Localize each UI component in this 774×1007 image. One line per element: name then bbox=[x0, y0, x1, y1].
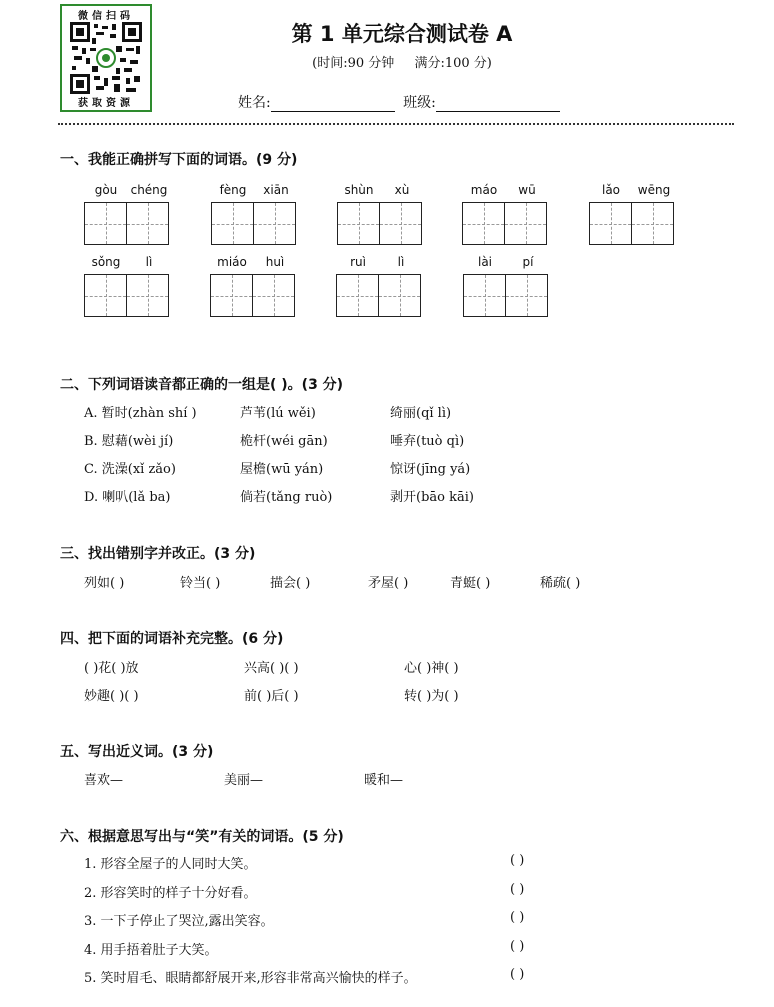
pinyin-label bbox=[463, 255, 549, 271]
pinyin-syllable: lì bbox=[145, 255, 153, 269]
synonym-item[interactable]: 暖和— bbox=[364, 773, 404, 788]
tian-grid bbox=[336, 274, 420, 317]
tian-cell[interactable] bbox=[631, 202, 674, 245]
tian-grid bbox=[84, 202, 168, 245]
pinyin-syllable: fèng bbox=[219, 183, 247, 197]
synonym-item[interactable]: 美丽— bbox=[224, 773, 264, 788]
tian-cell[interactable] bbox=[253, 202, 296, 245]
tian-cell[interactable] bbox=[505, 274, 548, 317]
correction-item[interactable]: 描会( ) bbox=[270, 576, 311, 591]
section-3-title: 三、找出错别字并改正。(3 分) bbox=[60, 546, 256, 562]
student-info bbox=[238, 92, 560, 112]
pinyin-syllable: pí bbox=[522, 255, 534, 269]
qr-bottom-label: 获取资源 bbox=[78, 98, 134, 109]
answer-blank[interactable]: ( ) bbox=[510, 910, 525, 925]
word-writing-box bbox=[337, 183, 423, 245]
fill-in-word[interactable]: ( )花( )放 bbox=[84, 661, 139, 676]
tian-cell[interactable] bbox=[126, 274, 169, 317]
tian-cell[interactable] bbox=[504, 202, 547, 245]
pinyin-syllable: huì bbox=[265, 255, 285, 269]
pinyin-syllable: lǎo bbox=[601, 183, 621, 197]
tian-cell[interactable] bbox=[463, 274, 506, 317]
pinyin-label bbox=[462, 183, 548, 199]
pinyin-syllable: lài bbox=[477, 255, 493, 269]
fill-in-word[interactable]: 兴高( )( ) bbox=[244, 661, 299, 676]
tian-cell[interactable] bbox=[337, 202, 380, 245]
correction-item[interactable]: 稀疏( ) bbox=[540, 576, 581, 591]
tian-cell[interactable] bbox=[84, 274, 127, 317]
correction-item[interactable]: 青蜓( ) bbox=[450, 576, 491, 591]
name-blank[interactable] bbox=[271, 97, 395, 112]
tian-grid bbox=[337, 202, 421, 245]
section-6-title: 六、根据意思写出与“笑”有关的词语。(5 分) bbox=[60, 829, 344, 845]
pinyin-label bbox=[589, 183, 675, 199]
option-text: D. 喇叭(lǎ ba) bbox=[84, 490, 171, 505]
pinyin-syllable: wū bbox=[518, 183, 536, 197]
option-text: 惊讶(jīng yá) bbox=[390, 462, 471, 477]
tian-cell[interactable] bbox=[126, 202, 169, 245]
pinyin-syllable: shùn bbox=[344, 183, 374, 197]
option-text: 剥开(bāo kāi) bbox=[390, 490, 474, 505]
option-text: 绮丽(qǐ lì) bbox=[390, 406, 452, 421]
class-blank[interactable] bbox=[436, 97, 560, 112]
divider bbox=[58, 123, 734, 125]
word-writing-box bbox=[463, 255, 549, 317]
pinyin-syllable: ruì bbox=[350, 255, 366, 269]
answer-blank[interactable]: ( ) bbox=[510, 853, 525, 868]
meaning-item: 3. 一下子停止了哭泣,露出笑容。 bbox=[84, 914, 274, 929]
qr-top-label: 微信扫码 bbox=[78, 11, 134, 22]
tian-cell[interactable] bbox=[462, 202, 505, 245]
option-text: 倘若(tǎng ruò) bbox=[240, 490, 333, 505]
pinyin-label bbox=[336, 255, 422, 271]
option-text: 屋檐(wū yán) bbox=[240, 462, 324, 477]
exam-info bbox=[0, 52, 774, 71]
word-writing-box bbox=[211, 183, 297, 245]
pinyin-syllable: gòu bbox=[94, 183, 118, 197]
pinyin-label bbox=[84, 255, 170, 271]
tian-cell[interactable] bbox=[336, 274, 379, 317]
page-title: 第 1 单元综合测试卷 A bbox=[291, 22, 513, 46]
tian-grid bbox=[210, 274, 294, 317]
correction-item[interactable]: 铃当( ) bbox=[180, 576, 221, 591]
exam-time: (时间:90 分钟 bbox=[312, 56, 395, 71]
correction-item[interactable]: 列如( ) bbox=[84, 576, 125, 591]
pinyin-syllable: chéng bbox=[130, 183, 168, 197]
word-writing-box bbox=[462, 183, 548, 245]
pinyin-label bbox=[210, 255, 296, 271]
pinyin-syllable: sǒng bbox=[91, 255, 121, 269]
tian-cell[interactable] bbox=[589, 202, 632, 245]
answer-blank[interactable]: ( ) bbox=[510, 881, 525, 897]
option-text: 桅杆(wéi gān) bbox=[240, 434, 328, 449]
option-text: A. 暂时(zhàn shí ) bbox=[84, 406, 197, 421]
fill-in-word[interactable]: 转( )为( ) bbox=[404, 689, 459, 704]
correction-item[interactable]: 矛屋( ) bbox=[368, 576, 409, 591]
section-4-title: 四、把下面的词语补充完整。(6 分) bbox=[60, 631, 284, 647]
meaning-item: 4. 用手捂着肚子大笑。 bbox=[84, 942, 218, 958]
pinyin-syllable: miáo bbox=[217, 255, 247, 269]
exam-score: 满分:100 分) bbox=[414, 56, 492, 71]
section-1-title: 一、我能正确拼写下面的词语。(9 分) bbox=[60, 152, 298, 168]
tian-cell[interactable] bbox=[252, 274, 295, 317]
pinyin-syllable: wēng bbox=[637, 183, 671, 197]
tian-grid bbox=[589, 202, 673, 245]
option-text: 唾弃(tuò qì) bbox=[390, 434, 465, 449]
pinyin-label bbox=[337, 183, 423, 199]
section-2-title: 二、下列词语读音都正确的一组是( )。(3 分) bbox=[60, 377, 344, 393]
option-text: C. 洗澡(xǐ zǎo) bbox=[84, 462, 176, 477]
tian-cell[interactable] bbox=[211, 202, 254, 245]
tian-cell[interactable] bbox=[379, 202, 422, 245]
option-text: B. 慰藉(wèi jí) bbox=[84, 434, 174, 449]
pinyin-syllable: xiān bbox=[263, 183, 289, 197]
fill-in-word[interactable]: 前( )后( ) bbox=[244, 689, 299, 704]
answer-blank[interactable]: ( ) bbox=[510, 938, 525, 954]
word-writing-box bbox=[589, 183, 675, 245]
word-writing-box bbox=[84, 183, 170, 245]
section-5-title: 五、写出近义词。(3 分) bbox=[60, 744, 214, 760]
pinyin-syllable: lì bbox=[397, 255, 405, 269]
pinyin-label bbox=[211, 183, 297, 199]
meaning-item: 2. 形容笑时的样子十分好看。 bbox=[84, 885, 257, 901]
tian-grid bbox=[211, 202, 295, 245]
meaning-item: 1. 形容全屋子的人同时大笑。 bbox=[84, 857, 257, 872]
class-label: 班级: bbox=[403, 95, 436, 111]
tian-grid bbox=[463, 274, 547, 317]
pinyin-syllable: máo bbox=[470, 183, 498, 197]
tian-cell[interactable] bbox=[210, 274, 253, 317]
option-text: 芦苇(lú wěi) bbox=[240, 406, 316, 421]
fill-in-word[interactable]: 妙趣( )( ) bbox=[84, 689, 139, 704]
tian-grid bbox=[462, 202, 546, 245]
synonym-item[interactable]: 喜欢— bbox=[84, 773, 124, 788]
pinyin-label bbox=[84, 183, 170, 199]
word-writing-box bbox=[84, 255, 170, 317]
name-label: 姓名: bbox=[238, 95, 271, 111]
tian-grid bbox=[84, 274, 168, 317]
word-writing-box bbox=[336, 255, 422, 317]
answer-blank[interactable]: ( ) bbox=[510, 967, 525, 982]
pinyin-syllable: xù bbox=[394, 183, 410, 197]
word-writing-box bbox=[210, 255, 296, 317]
tian-cell[interactable] bbox=[378, 274, 421, 317]
tian-cell[interactable] bbox=[84, 202, 127, 245]
fill-in-word[interactable]: 心( )神( ) bbox=[404, 661, 459, 676]
meaning-item: 5. 笑时眉毛、眼睛都舒展开来,形容非常高兴愉快的样子。 bbox=[84, 971, 417, 986]
